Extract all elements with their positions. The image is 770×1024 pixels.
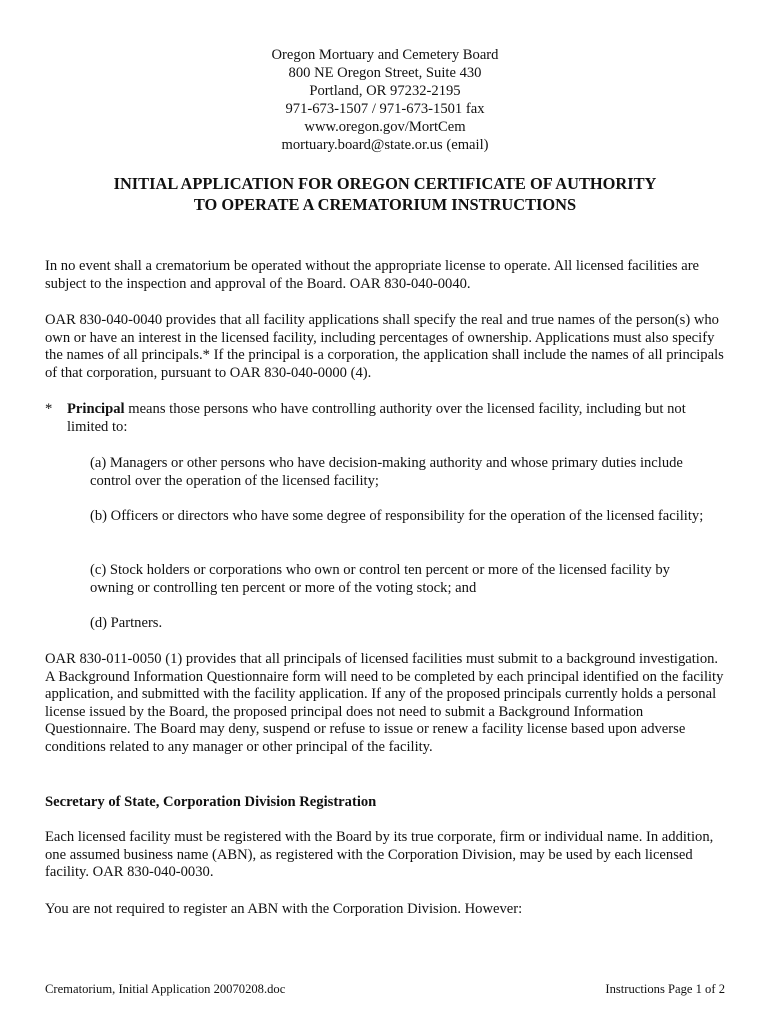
city-state-zip: Portland, OR 97232-2195 <box>309 83 461 99</box>
title-line-1: INITIAL APPLICATION FOR OREGON CERTIFICATE OF AUTHORITY <box>113 174 657 193</box>
document-title <box>0 173 770 215</box>
paragraph-application-contents: OAR 830-040-0040 provides that all facility applications shall specify the real and true names of the person(s) who own or have an interest in the licensed facility, including percentages of ownership. Applications must also specify the names of all principals.* If the principal is a corporation, the application shall include the names of all principals of that corporation, pursuant to OAR 830-040-0000 (4). <box>45 312 724 381</box>
website: www.oregon.gov/MortCem <box>304 119 466 135</box>
section-heading: Secretary of State, Corporation Division Registration <box>45 794 377 810</box>
principal-definition-text: means those persons who have controlling authority over the licensed facility, including but not limited to: <box>67 401 686 435</box>
paragraph-registration: Each licensed facility must be registered with the Board by its true corporate, firm or individual name. In addition, one assumed business name (ABN), as registered with the Corporation Division, may be used by each licensed facility. OAR 830-040-0030. <box>45 829 714 881</box>
phone-fax: 971-673-1507 / 971-673-1501 fax <box>285 101 485 117</box>
letterhead <box>0 46 770 154</box>
footnote-marker: * <box>45 401 53 417</box>
title-line-2: TO OPERATE A CREMATORIUM INSTRUCTIONS <box>193 195 577 214</box>
principal-term: Principal <box>67 401 125 417</box>
principal-definition <box>67 401 727 436</box>
list-item-d: (d) Partners. <box>90 615 163 631</box>
board-name: Oregon Mortuary and Cemetery Board <box>271 47 499 63</box>
paragraph-abn-note: You are not required to register an ABN with the Corporation Division. However: <box>45 901 523 917</box>
paragraph-background-investigation: OAR 830-011-0050 (1) provides that all principals of licensed facilities must submit to a background investigation. A Background Information Questionnaire form will need to be completed by each principal identified on the facility application, and submitted with the facility application. If any of the proposed principals currently holds a personal license issued by the Board, the proposed principal does not need to submit a Background Information Questionnaire. The Board may deny, suspend or refuse to issue or renew a facility license based upon adverse conditions related to any manager or other principal of the facility. <box>45 651 724 755</box>
list-item-a: (a) Managers or other persons who have decision-making authority and whose primary duties include control over the operation of the licensed facility; <box>90 455 683 489</box>
footer-page-number: Instructions Page 1 of 2 <box>605 982 725 996</box>
street-address: 800 NE Oregon Street, Suite 430 <box>288 65 482 81</box>
paragraph-license-requirement: In no event shall a crematorium be operated without the appropriate license to operate. All licensed facilities are subject to the inspection and approval of the Board. OAR 830-040-0040. <box>45 258 700 292</box>
email: mortuary.board@state.or.us (email) <box>281 137 489 153</box>
footer-filename: Crematorium, Initial Application 20070208.doc <box>45 982 286 996</box>
list-item-c: (c) Stock holders or corporations who own or control ten percent or more of the licensed facility by owning or controlling ten percent or more of the voting stock; and <box>90 562 670 596</box>
list-item-b: (b) Officers or directors who have some degree of responsibility for the operation of the licensed facility; <box>90 508 704 524</box>
